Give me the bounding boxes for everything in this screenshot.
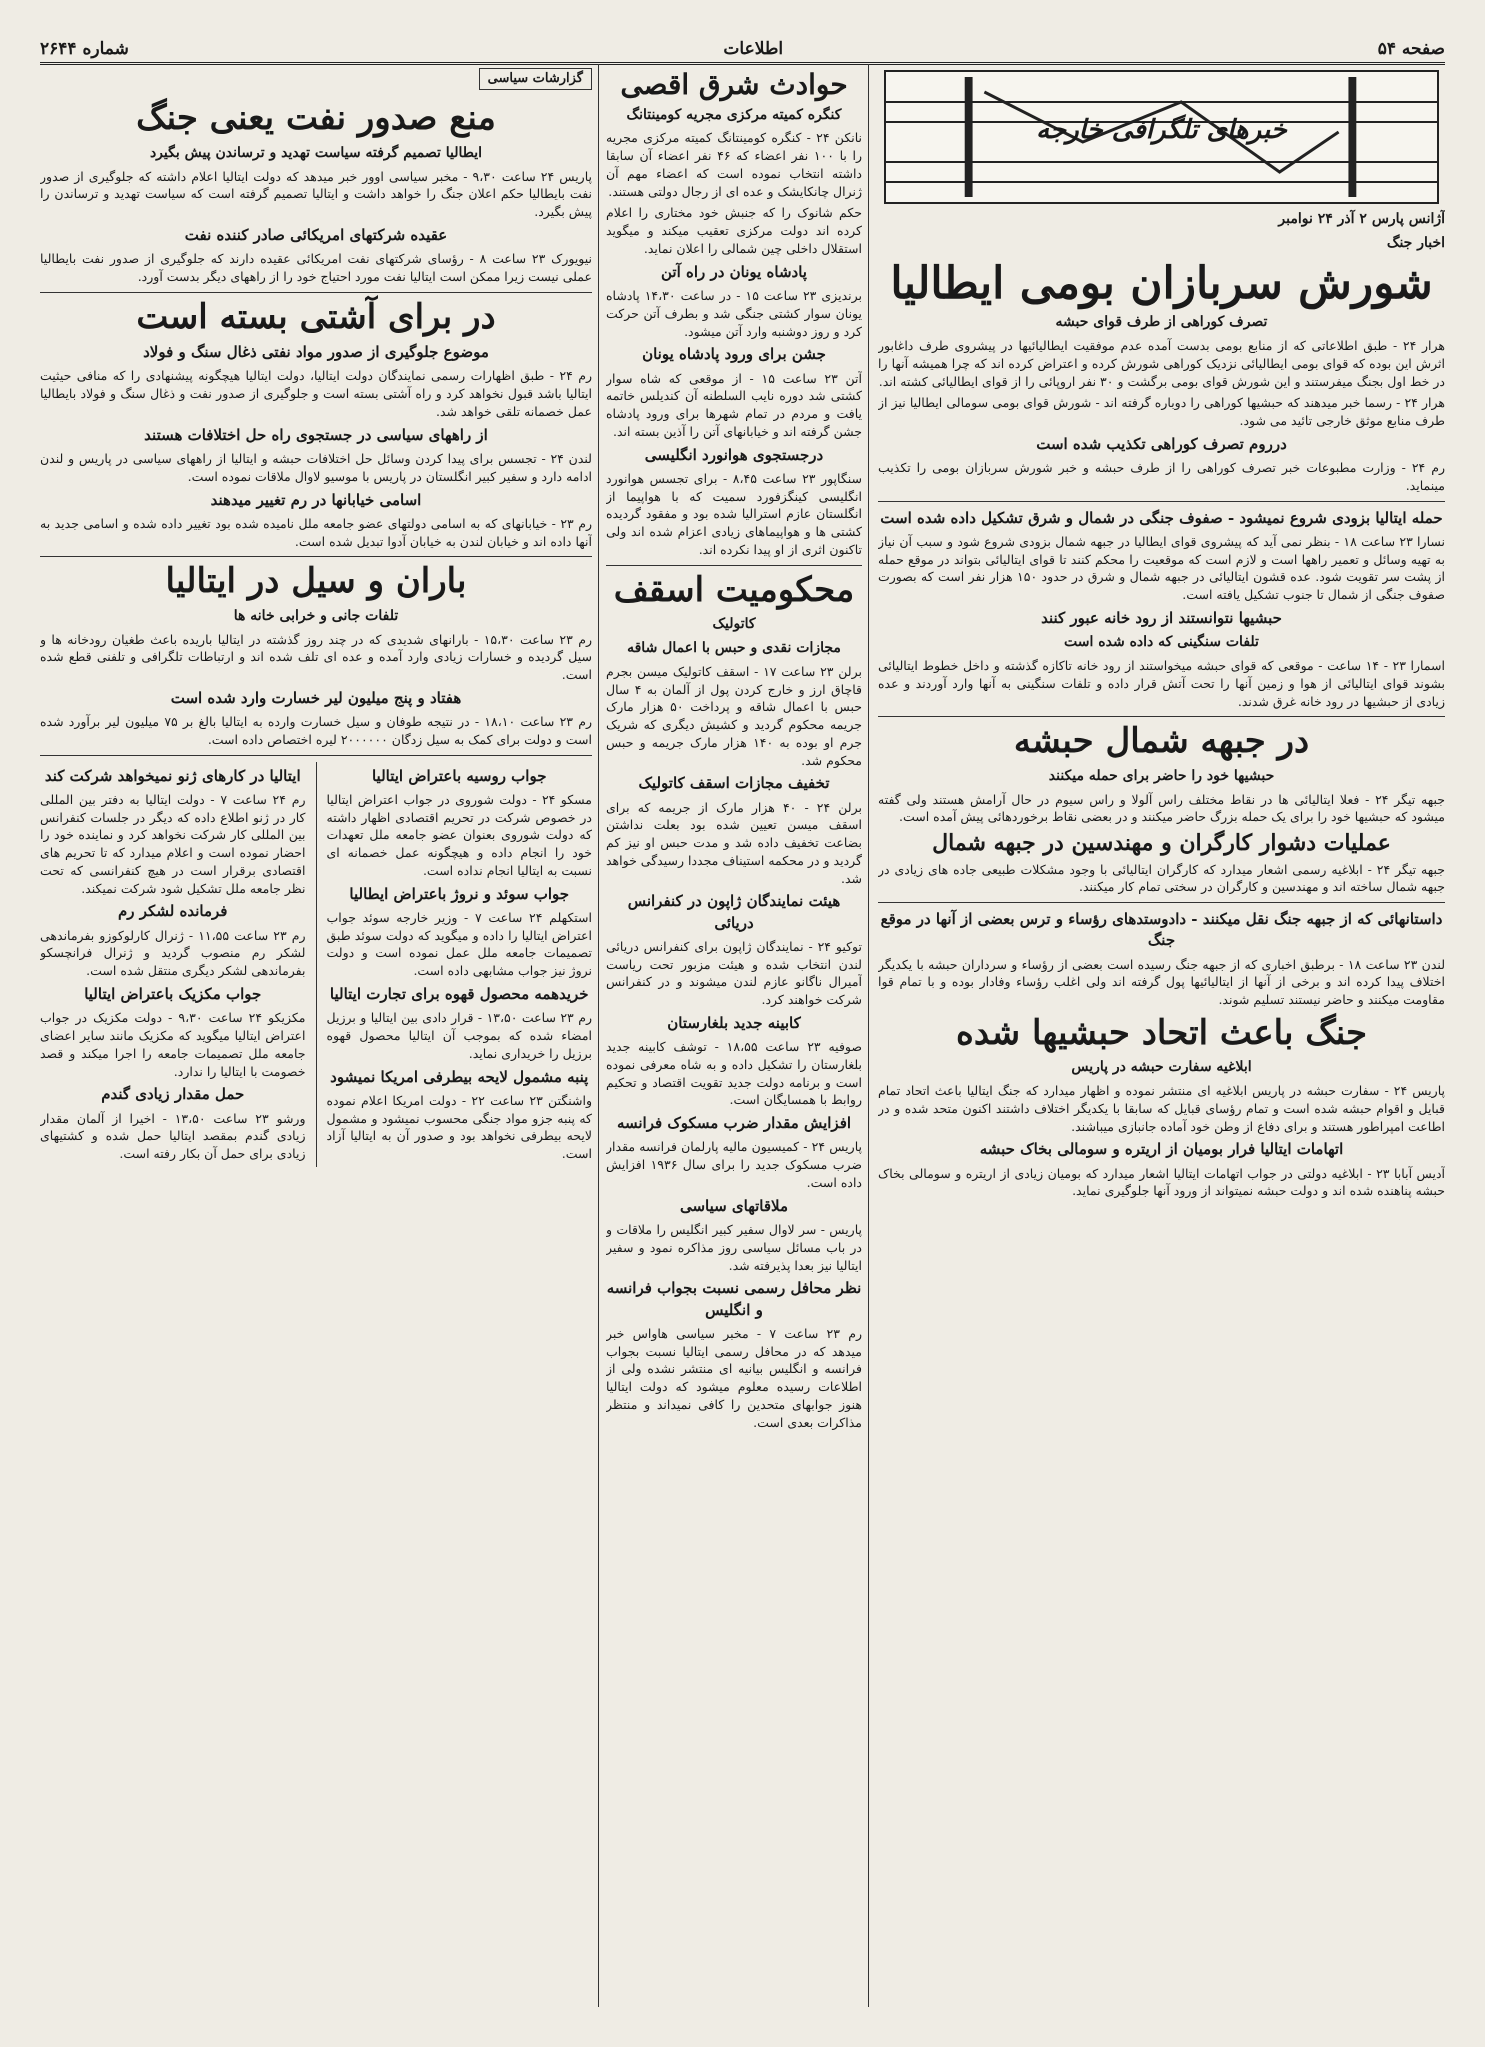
headline: کابینه جدید بلغارستان: [667, 1013, 801, 1032]
subheadline: تصرف کوراهی از طرف قوای حبشه: [1055, 314, 1268, 331]
article-paragraph: رم ۲۳ ساعت ۱۳،۵۰ - قرار دادی بین ایتالیا و برزیل امضاء شده که بموجب آن ایتالیا محصول قهوه برزیل را خریداری نماید.: [326, 1010, 592, 1061]
article-paragraph: آدیس آبابا ۲۳ - ابلاغیه دولتی در جواب اتهامات ایتالیا اشعار میدارد که بومیان زیادی از اریتره و سومالی بخاک حبشه پناهنده شده اند و دولت حبشه نمیتواند از ورود آنها جلوگیری نماید.: [878, 1165, 1445, 1199]
subheadline: ابلاغیه سفارت حبشه در پاریس: [1071, 1059, 1252, 1076]
headline: عقیده شرکتهای امریکائی صادر کننده نفت: [184, 225, 448, 244]
article-paragraph: پاریس ۲۴ ساعت ۹،۳۰ - مخبر سیاسی اوور خبر میدهد که دولت ایتالیا اعلام داشته که جلوگیری از صدور نفت بایطالیا حکم اعلان جنگ را خواهد داشت و ایتالیا تصمیم گرفته است که سیاست تهدید و ترساندن را پیش بگیرد.: [40, 168, 592, 220]
headline-large: در جبهه شمال حبشه: [1013, 721, 1310, 762]
article-paragraph: رم ۲۳ - خیابانهای که به اسامی دولتهای عضو جامعه ملل نامیده شده بود تغییر داده شده و اسامی جدید به آنها داده اند و خیابان لندن به خیابان آدوا تبدیل شده است.: [40, 515, 592, 549]
headline: جواب مکزیک باعتراض ایتالیا: [84, 984, 262, 1003]
divider: [878, 716, 1445, 717]
headline: پنبه مشمول لایحه بیطرفی امریکا نمیشود: [330, 1067, 589, 1086]
article-paragraph: لندن ۲۳ ساعت ۱۸ - برطبق اخباری که از جبهه جنگ رسیده است بعضی از رؤساء و سرداران حبشه با یکدیگر اختلاف پیدا کرده اند و برخی از آنها از ایتالیائیها پول گرفته اند ولی اغلب رؤساء وفادار بوده و با تمام قوا مقاومت میکنند و حاضر نیستند تسلیم شوند.: [878, 956, 1445, 1008]
article-paragraph: رم ۲۳ ساعت ۱۵،۳۰ - بارانهای شدیدی که در چند روز گذشته در ایتالیا باریده باعث طغیان رودخانه ها و سیل گردیده و خسارات زیادی وارد آمده و عده ای تلف شده اند و ارتباطات تلگرافی و تلفنی قطع شده است.: [40, 631, 592, 683]
masthead: [40, 36, 1445, 65]
article-paragraph: اسمارا ۲۳ - ۱۴ ساعت - موقعی که قوای حبشه میخواستند از رود خانه تاکازه گذشته و داخل خطوط ایتالیائی بشوند قوای ایتالیائی از هوا و زمین آنها را تحت آتش قرار داده و تلفات سنگینی به آنها وارد آوردند و عده زیادی از حبشیها در رود خانه غرق شدند.: [878, 658, 1445, 709]
article-paragraph: برلن ۲۳ ساعت ۱۷ - اسقف کاتولیک میسن بجرم قاچاق ارز و خارج کردن پول از آلمان به ۴ سال حبس با اعمال شاقه و پرداخت ۵۰ هزار مارک جریمه محکوم گردید و کشیش دیگری که شریک جرم او بوده به ۱۴۰ هزار مارک جریمه و حبس محکوم شد.: [606, 663, 862, 768]
headline: افزایش مقدار ضرب مسکوک فرانسه: [616, 1114, 852, 1133]
issue-number: شماره ۲۶۴۴: [40, 39, 129, 59]
column-middle: [606, 64, 862, 2007]
page-number: صفحه ۵۴: [1377, 39, 1445, 59]
headline: پادشاه یونان در راه آتن: [661, 262, 807, 281]
logo-title: خبرهای تلگرافی خارجه: [1036, 115, 1287, 145]
headline-large: باران و سیل در ایتالیا: [165, 561, 467, 602]
headline: ایتالیا در کارهای ژنو نمیخواهد شرکت کند: [44, 766, 301, 785]
lower-column-left: [40, 762, 306, 1167]
headline: جواب سوئد و نروژ باعتراض ایطالیا: [349, 884, 570, 903]
headline-large: در برای آشتی بسته است: [136, 296, 496, 337]
headline: ملاقاتهای سیاسی: [679, 1196, 789, 1215]
headline: درروم تصرف کوراهی تکذیب شده است: [1036, 434, 1287, 453]
article-paragraph: جبهه تیگر ۲۴ - فعلا ایتالیائی ها در نقاط مختلف راس آلولا و راس سیوم در حال آرامش هستند ولی گفته میشود که حبشیها خود را برای یک حمله بزرگ حاضر میکنند و در بعضی نقاط برخوردهائی پیش آمده است.: [878, 791, 1445, 825]
headline: درجستجوی هوانورد انگلیسی: [644, 445, 824, 464]
headline-large: محکومیت اسقف: [613, 569, 855, 610]
article-paragraph: برندیزی ۲۳ ساعت ۱۵ - در ساعت ۱۴،۳۰ پادشاه یونان سوار کشتی جنگی شد و بطرف آتن حرکت کرد و روز دوشنبه وارد آتن میشود.: [606, 288, 862, 339]
article-paragraph: هرار ۲۴ - طبق اطلاعاتی که از منابع بومی بدست آمده عدم موفقیت ایطالیائیها در پیشروی طرف داغابور اثرش این بوده که قوای بومی ایطالیائی نزدیک کوراهی شورش کرده و اعتراض کرده اند که چرا همیشه آنها را در خط اول بجنگ میفرستند و این شورش قوای بومی برگشت و ۳۰ نفر اروپائی را از قوای ایطالیائی کشته اند.: [878, 338, 1445, 389]
column-rule: [598, 64, 599, 2007]
foreign-news-logo: [884, 70, 1439, 204]
headline: جشن برای ورود پادشاه یونان: [642, 345, 826, 364]
article-paragraph: مکزیکو ۲۴ ساعت ۹،۳۰ - دولت مکزیک در جواب اعتراض ایتالیا میگوید که مکزیک مانند سایر اعضای جامعه ملل تصمیمات جامعه را اجرا میکند و قصد خصومت با ایتالیا را ندارد.: [40, 1010, 306, 1079]
agency-line: آژانس پارس ۲ آذر ۲۴ نوامبر: [1278, 211, 1445, 227]
headline: نظر محافل رسمی نسبت بجواب فرانسه و انگلیس: [606, 1279, 862, 1319]
article-paragraph: پاریس - سر لاوال سفیر کبیر انگلیس را ملاقات و در باب مسائل سیاسی روز مذاکره نمود و سفیر ایتالیا نیز بعدا پذیرفته شد.: [606, 1222, 862, 1273]
article-paragraph: لندن ۲۴ - تجسس برای پیدا کردن وسائل حل اختلافات حبشه و ایتالیا از راههای سیاسی در پاریس و لندن ادامه دارد و سفیر کبیر انگلستان در پاریس با موسیو لاوال ملاقات نموده است.: [40, 451, 592, 484]
subheadline: تلفات جانی و خرابی خانه ها: [233, 607, 399, 624]
subheadline: کاتولیک: [712, 616, 756, 632]
article-paragraph: نیویورک ۲۳ ساعت ۸ - رؤسای شرکتهای نفت امریکائی عقیده دارند که جلوگیری از صدور نفت بایطالیا عملی نیست زیرا ممکن است ایتالیا نفت مورد احتیاج خود را از راههای دیگر بدست آورد.: [40, 251, 592, 285]
article-paragraph: صوفیه ۲۳ ساعت ۱۸،۵۵ - توشف کابینه جدید بلغارستان را تشکیل داده و به شاه معرفی نموده است و برنامه دولت جدید تقویت اقتصاد و تحکیم روابط با همسایگان است.: [606, 1039, 862, 1108]
section-tag: گزارشات سیاسی: [479, 68, 592, 90]
headline: تخفیف مجازات اسقف کاتولیک: [638, 774, 830, 793]
article-paragraph: مسکو ۲۴ - دولت شوروی در جواب اعتراض ایتالیا در خصوص شرکت در تحریم اقتصادی اظهار داشته که دولت شوروی بعنوان عضو جامعه ملل تعهدات خود را انجام داده و هیچگونه عمل خصمانه ای نسبت به ایتالیا انجام نداده است.: [326, 791, 592, 878]
column-rule: [316, 762, 317, 1167]
lower-column-right: [327, 762, 593, 1167]
article-paragraph: نسارا ۲۳ ساعت ۱۸ - بنظر نمی آید که پیشروی قوای ایطالیا در جبهه شمال بزودی شروع شود و سبب آن نیاز به تهیه وسائل و تعمیر راهها است و لازم است که موقعیت را محکم کنند تا قوای ایتالیائی بتواند در موقع حمله از پشت سر تقویت شود. عده قشون ایتالیائی در جبهه شمال و شرق در حدود ۱۵۰ هزار نفر است که بصورت صفوف جنگی از شمال تا جنوب تشکیل یافته است.: [878, 533, 1445, 603]
article-paragraph: پاریس ۲۴ - سفارت حبشه در پاریس ابلاغیه ای منتشر نموده و اظهار میدارد که جنگ ایتالیا باعث اتحاد تمام قبایل و اقوام حبشه شده است و تمام رؤسای قبایل که سابقا با یکدیگر اختلاف داشتند اکنون متحد شده و در اطاعت امپراطور هستند و برای دفاع از وطن خود آماده جانبازی میباشند.: [878, 1083, 1445, 1134]
divider: [40, 292, 592, 293]
article-paragraph: رم ۲۴ ساعت ۷ - دولت ایتالیا به دفتر بین المللی کار در ژنو اطلاع داده که دیگر در جلسات کنفرانس بین المللی کار شرکت نخواهد کرد و نماینده خود را احضار نموده است و اعلام میدارد که تا تحریم های اقتصادی برقرار است در هیچ کنفرانسی که تحت نظر جامعه ملل تشکیل شود شرکت نمیکند.: [40, 791, 306, 896]
article-paragraph: برلن ۲۴ - ۴۰ هزار مارک از جریمه که برای اسقف میسن تعیین شده بود بعلت نداشتن بضاعت تخفیف داده شد و مدت حبس او نیز کم گردید و در محکمه استیناف مجددا رسیدگی خواهد شد.: [606, 799, 862, 886]
headline: از راههای سیاسی در جستجوی راه حل اختلافات هستند: [144, 425, 488, 444]
subheadline: ایطالیا تصمیم گرفته سیاست تهدید و ترساندن پیش بگیرد: [149, 144, 483, 161]
news-label: اخبار جنگ: [1386, 234, 1445, 251]
article-paragraph: جبهه تیگر ۲۴ - ابلاغیه رسمی اشعار میدارد که کارگران ایتالیائی با وجود مشکلات طبیعی جاده های زیادی در جبهه شمال ساخته اند و مهندسین و کارگران در سختی تمام کار میکنند.: [878, 861, 1445, 895]
headline: حبشیها نتوانستند از رود خانه عبور کنند: [1041, 608, 1282, 627]
divider: [606, 565, 862, 566]
headline: فرمانده لشکر رم: [118, 902, 228, 921]
headline: اسامی خیابانها در رم تغییر میدهند: [210, 490, 422, 509]
subheadline: حبشیها خود را حاضر برای حمله میکنند: [1048, 767, 1275, 784]
headline-main: شورش سربازان بومی ایطالیا: [890, 257, 1433, 309]
article-paragraph: آتن ۲۳ ساعت ۱۵ - از موقعی که شاه سوار کشتی شد دوره نایب السلطنه آن کندیلس خاتمه یافت و مردم در تمام شهرها برای ورود پادشاه جشن گرفته اند و خیابانهای آتن را آذین بسته اند.: [606, 370, 862, 439]
article-paragraph: استکهلم ۲۴ ساعت ۷ - وزیر خارجه سوئد جواب اعتراض ایتالیا را داده و میگوید که دولت سوئد طبق تصمیمات جامعه ملل عمل نموده است و دولت نروژ نیز جواب مشابهی داده است.: [326, 909, 592, 979]
subheadline: تلفات سنگینی که داده شده است: [1064, 634, 1259, 651]
article-paragraph: توکیو ۲۴ - نمایندگان ژاپون برای کنفرانس دریائی لندن انتخاب شده و هیئت مزبور تحت ریاست آمیرال ناگانو عازم لندن میشوند و در کنفرانس شرکت خواهند کرد.: [606, 938, 862, 1008]
headline: حوادث شرق اقصی: [620, 68, 848, 101]
subheadline: کنگره کمیته مرکزی مجریه کومینتانگ: [626, 106, 842, 123]
divider: [878, 501, 1445, 502]
article-paragraph: نانکن ۲۴ - کنگره کومینتانگ کمیته مرکزی مجریه را با ۱۰۰ نفر اعضاء که ۴۶ نفر اعضاء آن سابقا داشته انتخاب نموده است که اعضاء مهم آن ژنرال چانکایشک و عده ای از رجال دولتی هستند.: [606, 130, 862, 199]
article-paragraph: رم ۲۳ ساعت ۷ - مخبر سیاسی هاواس خبر میدهد که در محافل رسمی ایتالیا نسبت بجواب فرانسه و انگلیس بیانیه ای منتشر نشده ولی از اطلاعات رسیده معلوم میشود که دولت ایتالیا هنوز جوابهای متحدین را کافی نمیداند و منتظر مذاکرات بعدی است.: [606, 1325, 862, 1430]
headline: حمله ایتالیا بزودی شروع نمیشود - صفوف جنگی در شمال و شرق تشکیل داده شده است: [880, 508, 1443, 527]
column-left: [40, 64, 592, 2007]
headline-large: جنگ باعث اتحاد حبشیها شده: [956, 1012, 1367, 1053]
headline: هفتاد و پنج میلیون لیر خسارت وارد شده است: [170, 688, 462, 707]
lower-columns: [40, 762, 592, 1167]
headline: داستانهائی که از جبهه جنگ نقل میکنند - دادوستدهای رؤساء و ترس بعضی از آنها در موقع جنگ: [880, 910, 1443, 950]
article-paragraph: واشنگتن ۲۳ ساعت ۲۲ - دولت امریکا اعلام نموده که پنبه جزو مواد جنگی محسوب نمیشود و مشمول لایحه بیطرفی نخواهد بود و صدور آن به ایتالیا آزاد است.: [326, 1092, 592, 1162]
divider: [878, 902, 1445, 903]
headline: عملیات دشوار کارگران و مهندسین در جبهه شمال: [932, 830, 1391, 857]
headline: جواب روسیه باعتراض ایتالیا: [371, 766, 547, 785]
article-paragraph: رم ۲۴ - طبق اظهارات رسمی نمایندگان دولت ایتالیا، دولت ایتالیا هیچگونه پیشنهادی را که منافی حیثیت ایتالیا باشد قبول نخواهد کرد و راه آشتی بسته است و جلوگیری از صدور نفت و ذغال سنگ و فولاد بایطالیا عمل خصمانه تلقی خواهد شد.: [40, 368, 592, 419]
column-right: [878, 64, 1445, 2007]
article-paragraph: سنگاپور ۲۳ ساعت ۸،۴۵ - برای تجسس هوانورد انگلیسی کینگزفورد سمیت که با هواپیما از انگلستان عازم استرالیا شده بود و مفقود گردیده کشتی ها و هواپیماهای زیادی اعزام شده اند ولی تاکنون اثری از او پیدا نکرده اند.: [606, 470, 862, 557]
subheadline: مجازات نقدی و حبس با اعمال شاقه: [627, 639, 841, 656]
headline: موضوع جلوگیری از صدور مواد نفتی ذغال سنگ و فولاد: [143, 343, 489, 362]
article-paragraph: رم ۲۳ ساعت ۱۱،۵۵ - ژنرال کارلوکوزو بفرماندهی لشکر رم منصوب گردید و ژنرال فرانچسکو بفرماندهی لشکر دیگری منتقل شده است.: [40, 927, 306, 979]
column-rule: [868, 64, 869, 2007]
headline: هیئت نمایندگان ژاپون در کنفرانس دریائی: [627, 892, 841, 932]
article-paragraph: حکم شانوک را که جنبش خود مختاری را اعلام کرده اند دولت مرکزی تعقیب میکند و میگوید استقلال داخلی چین شمالی را اعلان نماید.: [606, 205, 862, 256]
article-paragraph: رم ۲۴ - وزارت مطبوعات خبر تصرف کوراهی را از طرف حبشه و خبر شورش سربازان بومی را تکذیب مینماید.: [878, 460, 1445, 493]
headline: حمل مقدار زیادی گندم: [101, 1085, 245, 1104]
article-paragraph: پاریس ۲۴ - کمیسیون مالیه پارلمان فرانسه مقدار ضرب مسکوک جدید را برای سال ۱۹۳۶ افزایش داده است.: [606, 1139, 862, 1190]
article-paragraph: رم ۲۳ ساعت ۱۸،۱۰ - در نتیجه طوفان و سیل خسارت وارده به ایتالیا بالغ بر ۷۵ میلیون لیر برآورد شده است و دولت برای کمک به سیل زدگان ۲۰۰۰۰۰۰ لیره اختصاص داده است.: [40, 714, 592, 747]
divider: [40, 755, 592, 756]
article-paragraph: هرار ۲۴ - رسما خبر میدهند که حبشیها کوراهی را دوباره گرفته اند - شورش قوای بومی سومالی ایطالیا نیز از طرف منابع موثق خارجی تائید می شود.: [878, 395, 1445, 429]
paper-name: اطلاعات: [723, 39, 784, 59]
divider: [40, 556, 592, 557]
article-paragraph: ورشو ۲۳ ساعت ۱۳،۵۰ - اخیرا از آلمان مقدار زیادی گندم بمقصد ایتالیا حمل شده و کشتیهای زیادی برای حمل آن بکار رفته است.: [40, 1110, 306, 1162]
headline: اتهامات ایتالیا فرار بومیان از اریتره و سومالی بخاک حبشه: [979, 1140, 1344, 1159]
headline: خریدهمه محصول قهوه برای تجارت ایتالیا: [329, 984, 589, 1003]
headline-large: منع صدور نفت یعنی جنگ: [136, 98, 496, 139]
